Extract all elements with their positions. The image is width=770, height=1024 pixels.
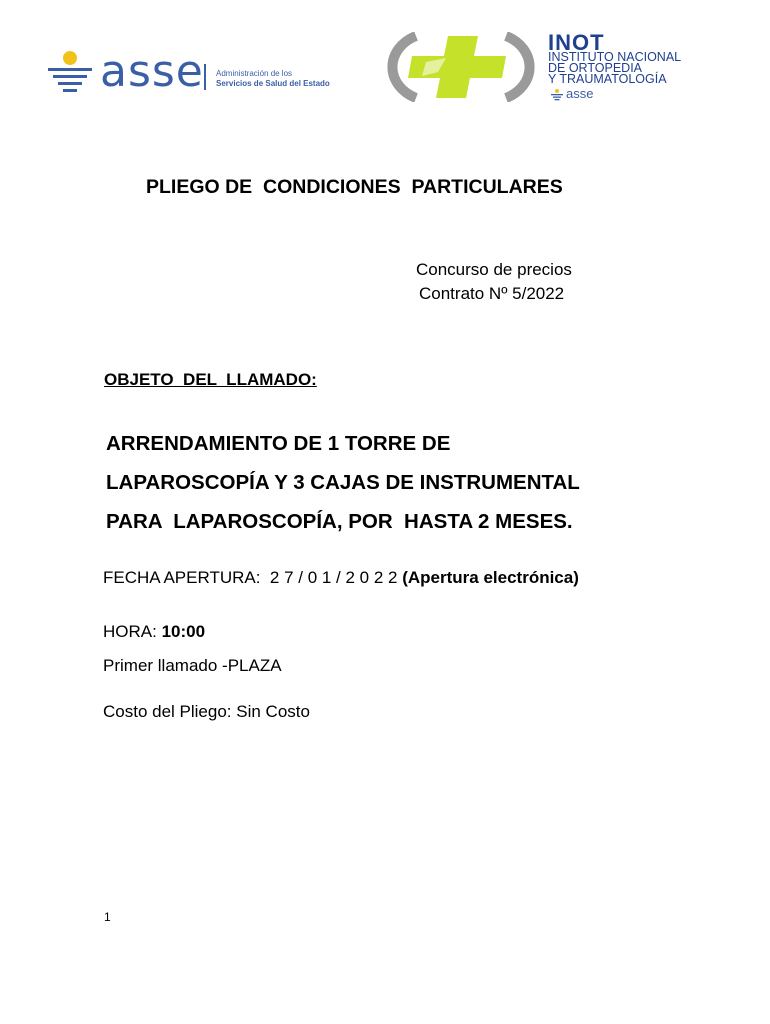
inot-subtitle-line2: DE ORTOPEDIA: [548, 61, 643, 75]
asse-sun-icon: [44, 48, 96, 100]
call-type: Primer llamado -PLAZA: [103, 656, 282, 675]
opening-note: (Apertura electrónica): [402, 568, 579, 587]
asse-wordmark: asse: [100, 46, 204, 97]
contract-number: Contrato Nº 5/2022: [419, 284, 565, 303]
page-number: 1: [104, 910, 111, 924]
opening-date: [103, 568, 663, 588]
inot-subtitle-line1: INSTITUTO NACIONAL: [548, 50, 682, 64]
object-line: ARRENDAMIENTO DE 1 TORRE DE: [106, 432, 451, 455]
inot-asse-wordmark: asse: [566, 86, 594, 101]
asse-subtitle-line2: Servicios de Salud del Estado: [216, 79, 330, 88]
opening-hour: [103, 622, 205, 642]
contest-type: Concurso de precios: [416, 260, 572, 279]
asse-subtitle-line1: Administración de los: [216, 69, 293, 78]
object-line: LAPAROSCOPÍA Y 3 CAJAS DE INSTRUMENTAL: [106, 471, 580, 494]
inot-title: INOT: [548, 30, 605, 55]
object-heading: OBJETO DEL LLAMADO:: [104, 370, 317, 389]
document-cost: Costo del Pliego: Sin Costo: [103, 702, 310, 721]
object-line: PARA LAPAROSCOPÍA, POR HASTA 2 MESES.: [106, 510, 573, 533]
opening-date-label: FECHA APERTURA: 2 7 / 0 1 / 2 0 2 2: [103, 568, 403, 587]
inot-subtitle-line3: Y TRAUMATOLOGÍA: [548, 72, 667, 86]
asse-logo: [44, 44, 344, 100]
asse-divider: [204, 64, 206, 90]
document-title: PLIEGO DE CONDICIONES PARTICULARES: [146, 176, 563, 198]
asse-sun-small-icon: [550, 88, 564, 102]
hour-label: HORA:: [103, 622, 162, 641]
inot-cross-icon: [386, 32, 536, 102]
contest-info: [416, 258, 572, 306]
inot-logo: [386, 32, 736, 104]
inot-subtitle: [548, 52, 681, 85]
hour-value: 10:00: [161, 622, 206, 641]
object-description: [106, 424, 706, 541]
asse-subtitle: [216, 69, 330, 89]
